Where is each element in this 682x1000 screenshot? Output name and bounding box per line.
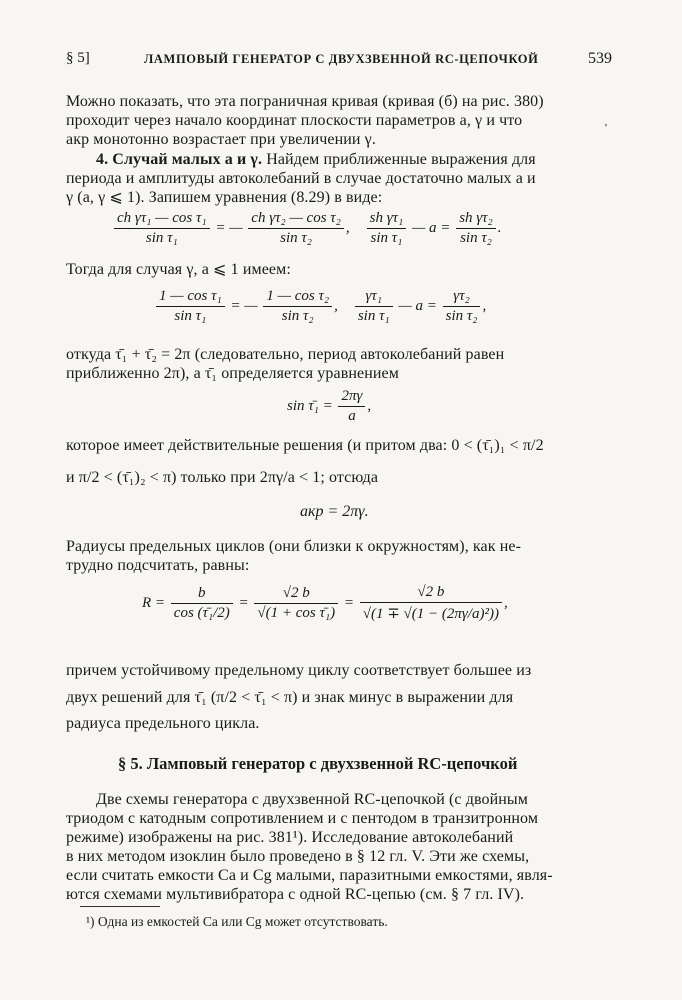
eq5-den1: cos (τ̄₁/2) <box>173 605 230 621</box>
paragraph-line: в них методом изоклин было проведено в § 12 гл. V. Эти же схемы, <box>66 848 530 865</box>
eq2-sep: , <box>334 297 338 314</box>
paragraph-line: γ (a, γ ⩽ 1). Запишем уравнения (8.29) в виде: <box>66 189 383 206</box>
eq3-den: a <box>348 408 356 424</box>
eq1-num2: ch γτ₂ — cos τ₂ <box>248 210 344 229</box>
paragraph-line: двух решений для τ̄₁ (π/2 < τ̄₁ < π) и знак минус в выражении для <box>66 689 514 706</box>
eq3-num: 2πγ <box>338 388 365 407</box>
eq1-num3: sh γτ₁ <box>367 210 407 229</box>
eq5-eq1: = <box>238 594 249 611</box>
eq5-num2: √2 b <box>254 585 338 604</box>
eq2-den1: sin τ₁ <box>174 308 207 324</box>
paragraph-line: режиме) изображены на рис. 381¹). Исследование автоколебаний <box>66 829 514 846</box>
paragraph-line: проходит через начало координат плоскости параметров a, γ и что <box>66 112 523 129</box>
eq1-den3: sin τ₁ <box>370 230 403 246</box>
eq2-den4: sin τ₂ <box>445 308 478 324</box>
eq1-end: . <box>497 219 502 236</box>
eq5-end: , <box>503 594 508 611</box>
equation-2 <box>154 288 486 325</box>
eq2-num3: γτ₁ <box>355 288 393 307</box>
paragraph-line: Радиусы предельных циклов (они близки к окружностям), как не- <box>66 538 522 555</box>
paragraph-line: Две схемы генератора с двухзвенной RC-цепочкой (с двойным <box>96 791 529 808</box>
paragraph-line: aкр монотонно возрастает при увеличении γ. <box>66 131 376 148</box>
eq1-sep: , <box>345 219 350 236</box>
paragraph-line: Тогда для случая γ, a ⩽ 1 имеем: <box>66 261 291 278</box>
case-heading: 4. Случай малых a и γ. <box>96 151 263 168</box>
eq1-num1: ch γτ₁ — cos τ₁ <box>114 210 210 229</box>
eq3-lhs: sin τ̄₁ = <box>287 397 333 414</box>
margin-mark: ʼ <box>604 122 608 134</box>
eq1-den2: sin τ₂ <box>280 230 312 246</box>
paragraph-line: периода и амплитуды автоколебаний в случае достаточно малых a и <box>66 170 536 187</box>
paragraph-line: которое имеет действительные решения (и притом два: 0 < (τ̄₁)₁ < π/2 <box>66 437 544 454</box>
eq5-num1: b <box>171 585 233 604</box>
paragraph-line: радиуса предельного цикла. <box>66 715 260 732</box>
header-section-ref: § 5] <box>66 50 90 66</box>
running-header <box>66 50 612 72</box>
paragraph-line: и π/2 < (τ̄₁)₂ < π) только при 2πγ/a < 1; отсюда <box>66 469 379 486</box>
eq1-num4: sh γτ₂ <box>456 210 496 229</box>
eq5-eq2: = <box>343 594 354 611</box>
equation-3 <box>287 388 371 425</box>
page-number: 539 <box>588 50 612 67</box>
eq1-op: = — <box>215 219 243 236</box>
eq5-lhs: R = <box>142 594 166 611</box>
eq2-op2: — a = <box>398 297 437 314</box>
eq2-num1: 1 — cos τ₁ <box>156 288 225 307</box>
footnote-rule <box>80 906 160 907</box>
eq3-end: , <box>367 397 372 414</box>
paragraph-line: если считать емкости Ca и Cg малыми, паразитными емкостями, явля- <box>66 867 553 884</box>
paragraph-line: откуда τ̄₁ + τ̄₂ = 2π (следовательно, период автоколебаний равен <box>66 346 505 363</box>
paragraph-line: ются схемами мультивибратора с одной RC-цепью (см. § 7 гл. IV). <box>66 886 525 903</box>
eq1-op2: — a = <box>411 219 451 236</box>
case-text: Найдем приближенные выражения для <box>266 151 536 168</box>
eq2-num2: 1 — cos τ₂ <box>263 288 332 307</box>
eq2-end: , <box>482 297 487 314</box>
paragraph-line: трудно подсчитать, равны: <box>66 557 250 574</box>
eq5-num3: √2 b <box>360 584 502 603</box>
footnote: ¹) Одна из емкостей Ca или Cg может отсутствовать. <box>86 914 388 929</box>
equation-5 <box>142 584 508 623</box>
equation-1 <box>112 210 502 247</box>
paragraph-line: Можно показать, что эта пограничная кривая (кривая (б) на рис. 380) <box>66 93 544 110</box>
eq1-den1: sin τ₁ <box>145 230 178 246</box>
equation-4: aкр = 2πγ. <box>300 503 369 520</box>
section-heading: § 5. Ламповый генератор с двухзвенной RC-цепочкой <box>118 754 518 773</box>
eq5-den3: √(1 ∓ √(1 − (2πγ/a)²)) <box>362 606 499 622</box>
eq5-den2: √(1 + cos τ̄₁) <box>257 605 336 621</box>
paragraph-line: приближенно 2π), а τ̄₁ определяется уравнением <box>66 365 399 382</box>
eq2-op: = — <box>230 297 258 314</box>
paragraph-line: триодом с катодным сопротивлением и с пентодом в транзитронном <box>66 810 539 827</box>
eq2-den3: sin τ₁ <box>357 308 390 324</box>
paragraph-line: причем устойчивому предельному циклу соответствует большее из <box>66 662 532 679</box>
paragraph-line <box>96 150 536 169</box>
header-running-title: ЛАМПОВЫЙ ГЕНЕРАТОР С ДВУХЗВЕННОЙ RC-ЦЕПОЧКОЙ <box>144 52 539 66</box>
eq2-den2: sin τ₂ <box>281 308 314 324</box>
eq2-num4: γτ₂ <box>443 288 481 307</box>
eq1-den4: sin τ₂ <box>460 230 492 246</box>
